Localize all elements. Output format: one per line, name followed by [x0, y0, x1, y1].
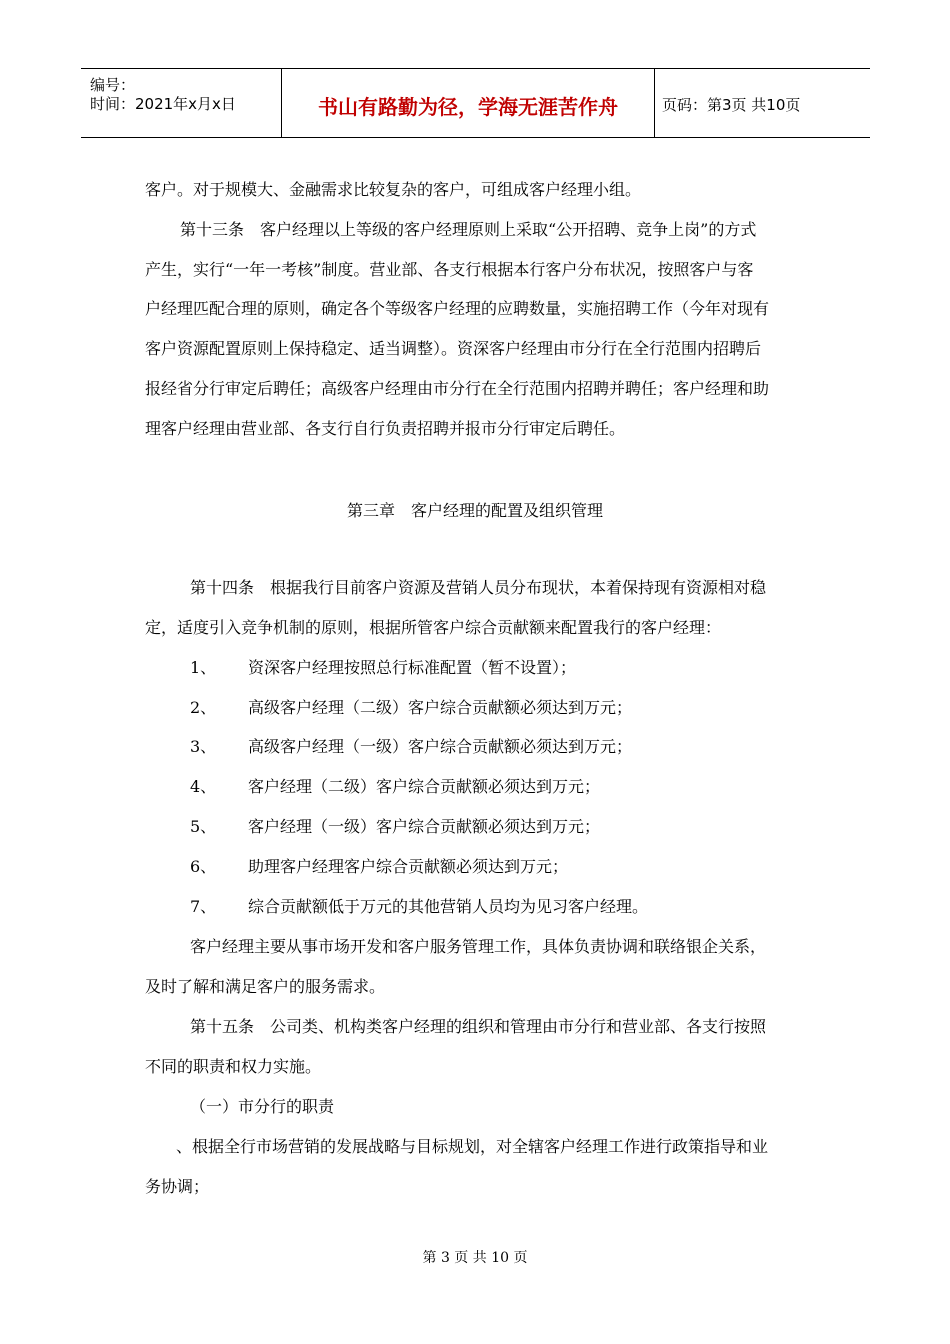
list-number: 1、	[190, 658, 217, 677]
paragraph-line: 户经理匹配合理的原则，确定各个等级客户经理的应聘数量，实施招聘工作（今年对现有	[145, 299, 770, 318]
paragraph-line: 理客户经理由营业部、各支行自行负责招聘并报市分行审定后聘任。	[145, 419, 626, 438]
list-number: 2、	[190, 698, 217, 717]
list-number: 5、	[190, 817, 217, 836]
number-label: 编号：	[90, 76, 136, 94]
list-number: 4、	[190, 777, 217, 796]
list-text: 高级客户经理（二级）客户综合贡献额必须达到万元；	[248, 698, 633, 717]
page-footer: 第 3 页 共 10 页	[422, 1250, 528, 1266]
paragraph-line: 不同的职责和权力实施。	[145, 1057, 322, 1076]
list-text: 综合贡献额低于万元的其他营销人员均为见习客户经理。	[248, 897, 649, 916]
paragraph-line: 客户资源配置原则上保持稳定、适当调整）。资深客户经理由市分行在全行范围内招聘后	[145, 339, 762, 358]
list-text: 客户经理（一级）客户综合贡献额必须达到万元；	[248, 817, 601, 836]
list-number: 6、	[190, 857, 217, 876]
paragraph-line: 及时了解和满足客户的服务需求。	[145, 977, 386, 996]
paragraph-line: 产生，实行“一年一考核”制度。营业部、各支行根据本行客户分布状况，按照客户与客	[145, 260, 754, 279]
paragraph-line: 第十四条 根据我行目前客户资源及营销人员分布现状，本着保持现有资源相对稳	[190, 578, 767, 597]
paragraph-line: 第十三条 客户经理以上等级的客户经理原则上采取“公开招聘、竞争上岗”的方式	[180, 220, 757, 239]
paragraph-line: 客户经理主要从事市场开发和客户服务管理工作，具体负责协调和联络银企关系，	[190, 937, 767, 956]
paragraph-line: 定，适度引入竞争机制的原则，根据所管客户综合贡献额来配置我行的客户经理：	[145, 618, 722, 637]
list-text: 资深客户经理按照总行标准配置（暂不设置）；	[248, 658, 577, 677]
header-info-cell	[81, 69, 281, 137]
time-label: 时间：2021年x月x日	[90, 95, 236, 113]
motto: 书山有路勤为径，学海无涯苦作舟	[318, 95, 618, 119]
paragraph-line: 、根据全行市场营销的发展战略与目标规划，对全辖客户经理工作进行政策指导和业	[176, 1137, 769, 1156]
list-text: 客户经理（二级）客户综合贡献额必须达到万元；	[248, 777, 601, 796]
header-page-cell	[654, 69, 870, 137]
page-header	[81, 68, 870, 138]
list-text: 助理客户经理客户综合贡献额必须达到万元；	[248, 857, 569, 876]
page-info: 页码：第3页 共10页	[662, 96, 801, 114]
paragraph-line: 务协调；	[145, 1177, 210, 1196]
list-number: 3、	[190, 737, 217, 756]
paragraph-line: 客户。对于规模大、金融需求比较复杂的客户，可组成客户经理小组。	[145, 180, 642, 199]
chapter-title: 第三章 客户经理的配置及组织管理	[346, 501, 603, 520]
paragraph-line: 报经省分行审定后聘任；高级客户经理由市分行在全行范围内招聘并聘任；客户经理和助	[145, 379, 770, 398]
list-text: 高级客户经理（一级）客户综合贡献额必须达到万元；	[248, 737, 633, 756]
header-motto-cell	[281, 69, 655, 137]
paragraph-line: 第十五条 公司类、机构类客户经理的组织和管理由市分行和营业部、各支行按照	[190, 1017, 767, 1036]
section-heading: （一）市分行的职责	[190, 1097, 335, 1116]
list-number: 7、	[190, 897, 217, 916]
